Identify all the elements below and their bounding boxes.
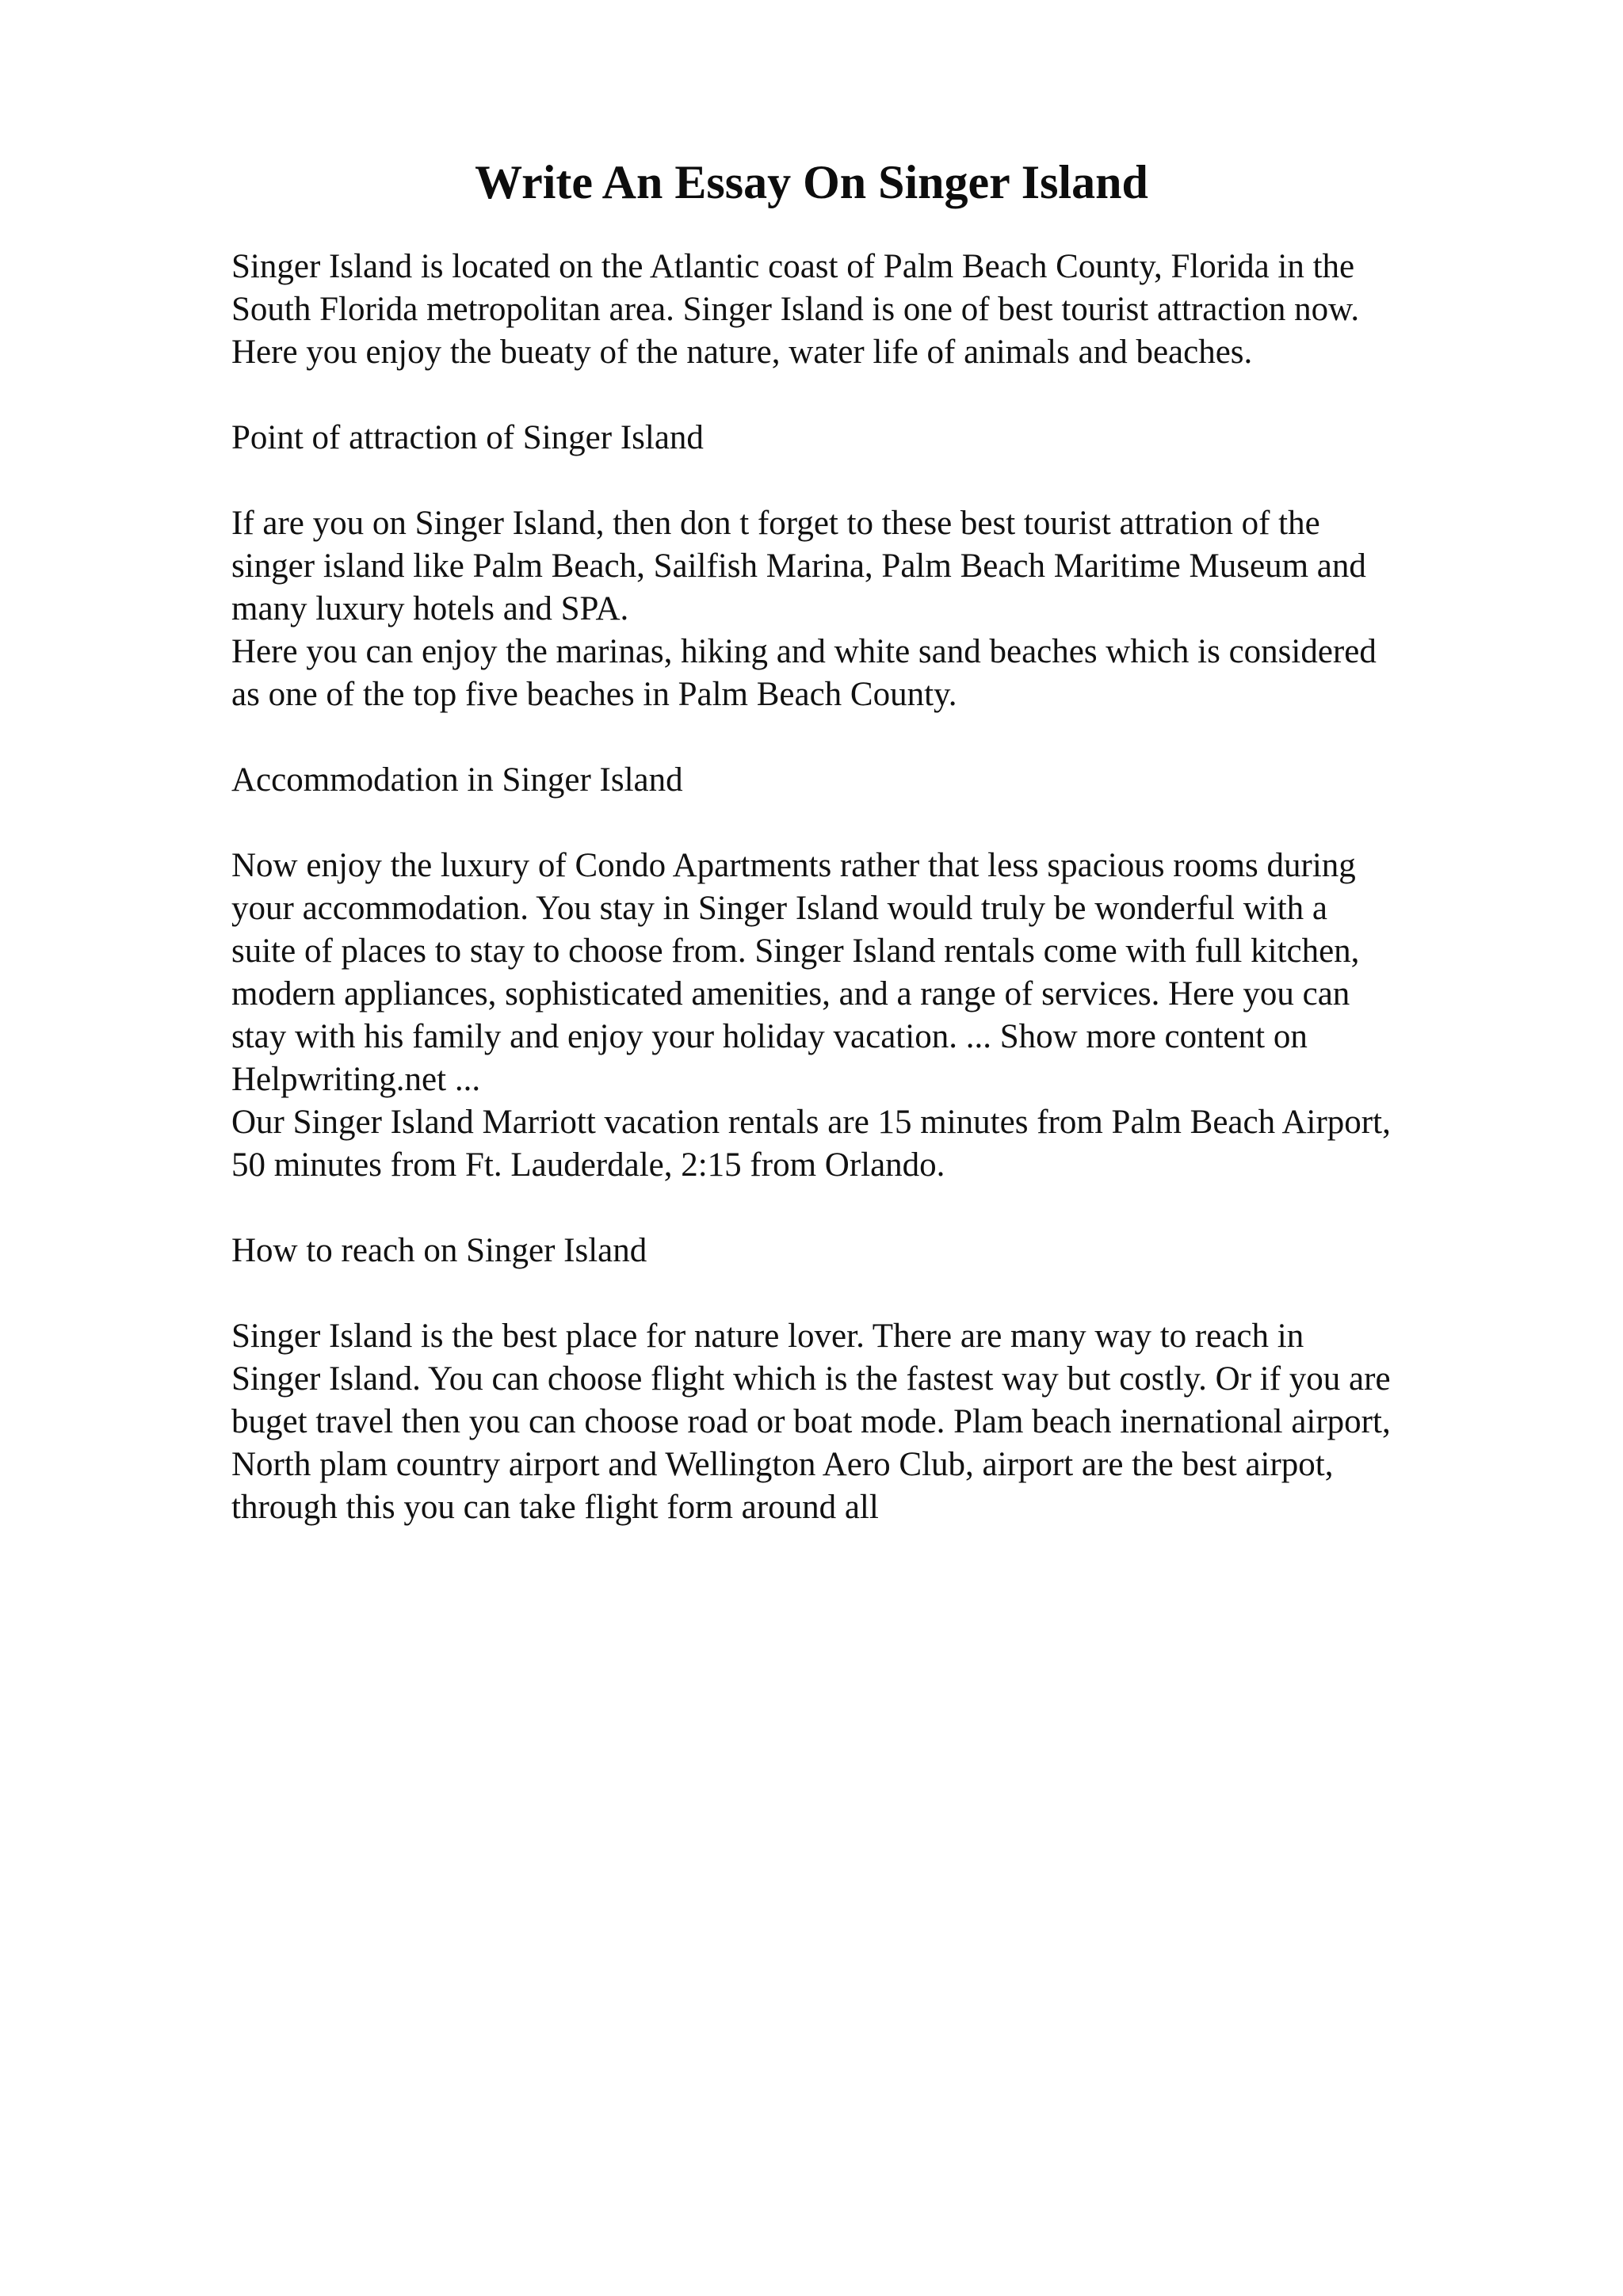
text-line: Here you can enjoy the marinas, hiking and white sand beaches which is considered [231,633,1377,670]
text-line: stay with his family and enjoy your holiday vacation. ... Show more content on [231,1018,1308,1055]
text-line: 50 minutes from Ft. Lauderdale, 2:15 from Orlando. [231,1146,945,1184]
text-line: singer island like Palm Beach, Sailfish Marina, Palm Beach Maritime Museum and [231,547,1366,585]
paragraph-gap [231,460,1579,502]
text-line: suite of places to stay to choose from. Singer Island rentals come with full kitchen, [231,933,1360,970]
paragraph-gap [231,802,1579,845]
accommodation-paragraph [231,845,1579,1187]
text-line: many luxury hotels and SPA. [231,590,629,627]
reach-paragraph [231,1315,1579,1529]
text-line: Our Singer Island Marriott vacation rentals are 15 minutes from Palm Beach Airport, [231,1104,1391,1141]
document-body [231,246,1579,1529]
document-title: Write An Essay On Singer Island [475,156,1148,208]
text-line: If are you on Singer Island, then don t forget to these best tourist attration of the [231,505,1320,542]
paragraph-gap [231,716,1579,759]
text-line: through this you can take flight form around all [231,1489,879,1526]
text-line: Here you enjoy the bueaty of the nature, water life of animals and beaches. [231,334,1253,371]
text-line: South Florida metropolitan area. Singer Island is one of best tourist attraction now. [231,291,1360,328]
text-line: North plam country airport and Wellington Aero Club, airport are the best airpot, [231,1446,1334,1483]
text-line: Helpwriting.net ... [231,1061,481,1098]
attractions-paragraph [231,502,1579,716]
text-line: Singer Island is located on the Atlantic coast of Palm Beach County, Florida in the [231,248,1355,285]
text-line: buget travel then you can choose road or boat mode. Plam beach inernational airport, [231,1403,1391,1440]
text-line: Now enjoy the luxury of Condo Apartments rather that less spacious rooms during [231,847,1356,884]
text-line: modern appliances, sophisticated amenities, and a range of services. Here you can [231,975,1350,1013]
intro-paragraph [231,246,1579,374]
text-line: Singer Island. You can choose flight which is the fastest way but costly. Or if you are [231,1360,1391,1398]
paragraph-gap [231,374,1579,417]
section-heading-attractions: Point of attraction of Singer Island [231,419,704,456]
section-heading-reach: How to reach on Singer Island [231,1232,647,1269]
text-line: Singer Island is the best place for nature lover. There are many way to reach in [231,1318,1304,1355]
text-line: as one of the top five beaches in Palm Beach County. [231,676,957,713]
paragraph-gap [231,1272,1579,1315]
section-heading-accommodation: Accommodation in Singer Island [231,761,683,799]
paragraph-gap [231,1187,1579,1230]
text-line: your accommodation. You stay in Singer Island would truly be wonderful with a [231,890,1327,927]
